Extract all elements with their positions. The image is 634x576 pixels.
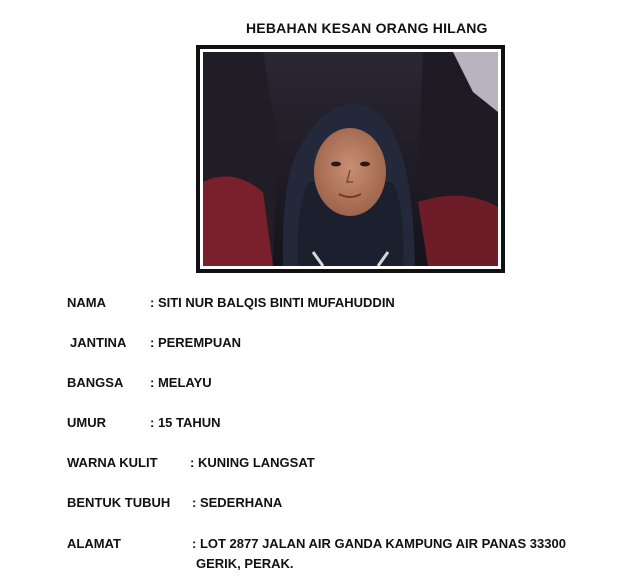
value-nama: : SITI NUR BALQIS BINTI MUFAHUDDIN bbox=[150, 295, 395, 310]
label-umur: UMUR bbox=[67, 415, 106, 430]
value-jantina: : PEREMPUAN bbox=[150, 335, 242, 350]
photo-frame bbox=[196, 45, 505, 273]
label-bentuk-tubuh: BENTUK TUBUH bbox=[67, 495, 171, 510]
value-alamat-line1: : LOT 2877 JALAN AIR GANDA KAMPUNG AIR PANAS 33300 bbox=[192, 536, 566, 551]
value-bangsa: : MELAYU bbox=[150, 375, 212, 390]
title-text: HEBAHAN KESAN ORANG HILANG bbox=[246, 20, 488, 36]
portrait-image bbox=[203, 52, 498, 266]
value-alamat-line2: GERIK, PERAK. bbox=[196, 556, 294, 571]
value-warna-kulit: : KUNING LANGSAT bbox=[190, 455, 315, 470]
label-nama: NAMA bbox=[67, 295, 106, 310]
value-umur: : 15 TAHUN bbox=[150, 415, 221, 430]
value-bentuk-tubuh: : SEDERHANA bbox=[192, 495, 283, 510]
label-alamat: ALAMAT bbox=[67, 536, 121, 551]
portrait-photo bbox=[203, 52, 498, 266]
label-bangsa: BANGSA bbox=[67, 375, 124, 390]
label-jantina: JANTINA bbox=[70, 335, 127, 350]
label-warna-kulit: WARNA KULIT bbox=[67, 455, 158, 470]
